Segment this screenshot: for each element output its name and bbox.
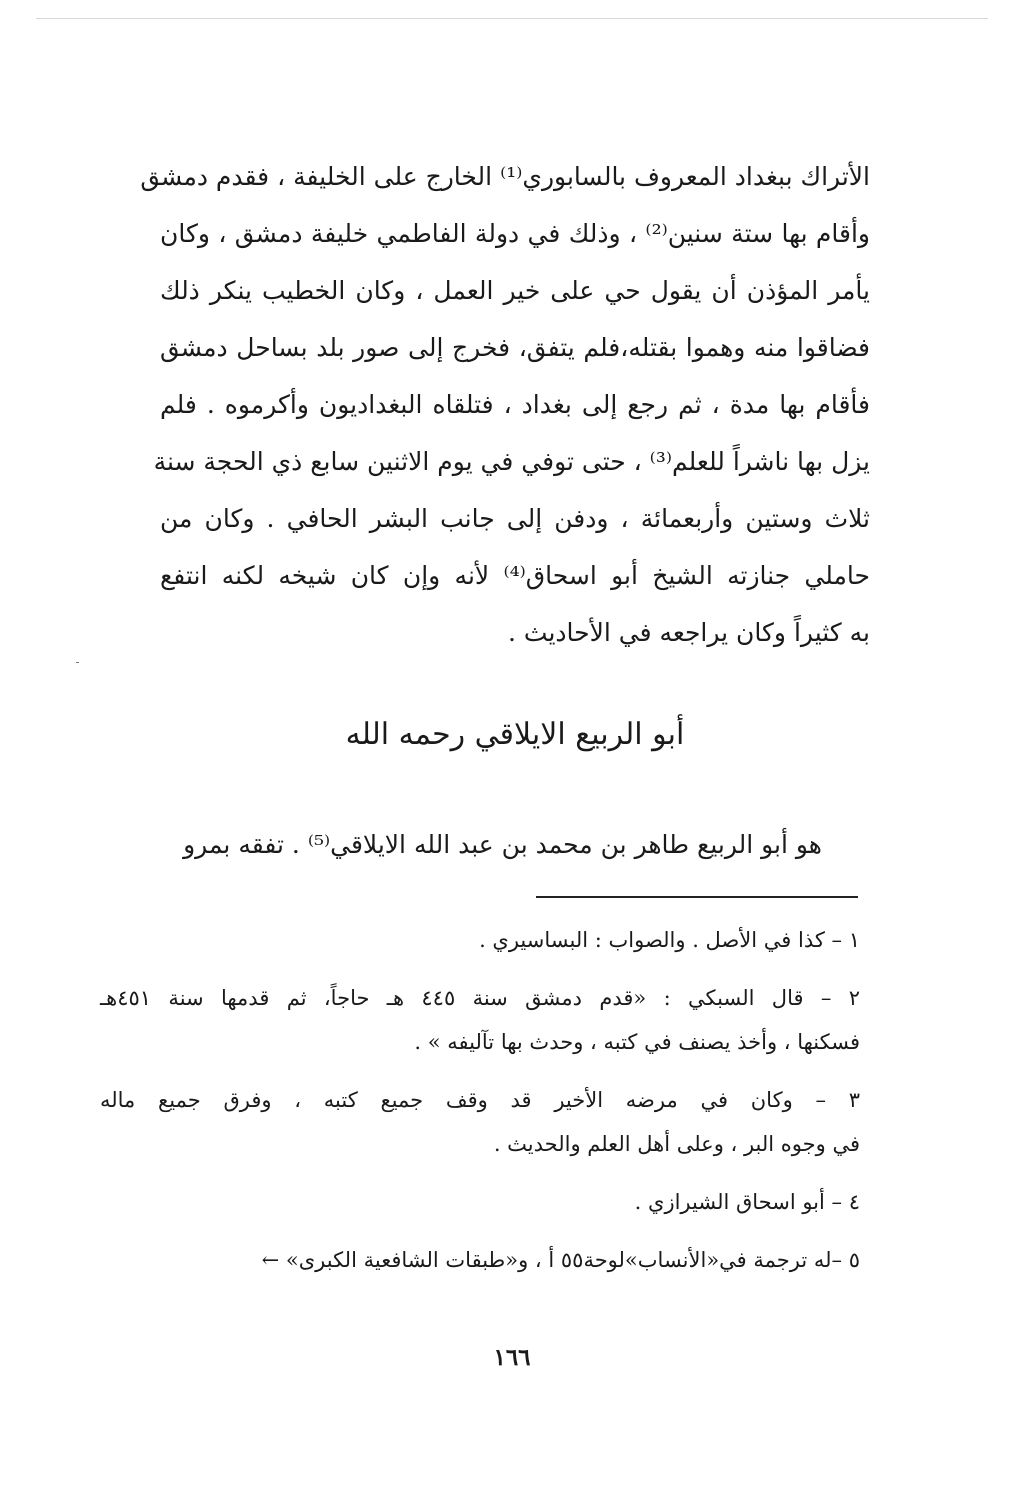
text-line: الأتراك ببغداد المعروف بالسابوري⁽¹⁾ الخارج على الخليفة ، فقدم دمشق [140, 162, 870, 191]
footnote-line: ١ – كذا في الأصل . والصواب : البساسيري . [479, 928, 860, 952]
footnote-separator [536, 896, 858, 898]
text-line: يزل بها ناشراً للعلم⁽³⁾ ، حتى توفي في يوم الاثنين سابع ذي الحجة سنة [153, 447, 870, 476]
section-title: أبو الربيع الايلاقي رحمه الله [345, 717, 685, 752]
footnote-line: ٣ – وكان في مرضه الأخير قد وقف جميع كتبه ، وفرق جميع ماله [100, 1088, 860, 1112]
text-line: فأقام بها مدة ، ثم رجع إلى بغداد ، فتلقاه البغداديون وأكرموه . فلم [160, 390, 870, 419]
page-number: ١٦٦ [493, 1344, 531, 1371]
footnotes [100, 918, 860, 1296]
text-line: ثلاث وستين وأربعمائة ، ودفن إلى جانب البشر الحافي . وكان من [160, 504, 870, 533]
text-line: وأقام بها ستة سنين⁽²⁾ ، وذلك في دولة الفاطمي خليفة دمشق ، وكان [160, 219, 870, 248]
footnote-4 [100, 1180, 860, 1224]
footnote-1 [100, 918, 860, 962]
top-rule [36, 18, 988, 19]
text-line: فضاقوا منه وهموا بقتله،فلم يتفق، فخرج إلى صور بلد بساحل دمشق [160, 333, 870, 362]
main-text [140, 148, 871, 661]
footnote-2 [100, 976, 860, 1064]
footnote-3 [100, 1078, 860, 1166]
margin-mark [76, 662, 79, 663]
text-line: يأمر المؤذن أن يقول حي على خير العمل ، وكان الخطيب ينكر ذلك [160, 276, 870, 305]
entry-first-line: هو أبو الربيع طاهر بن محمد بن عبد الله الايلاقي⁽⁵⁾ . تفقه بمرو [183, 830, 822, 859]
footnote-line: فسكنها ، وأخذ يصنف في كتبه ، وحدث بها تآليفه » . [414, 1030, 860, 1054]
footnote-line: ٤ – أبو اسحاق الشيرازي . [634, 1190, 860, 1214]
footnote-line: ٥ –له ترجمة في«الأنساب»لوحة٥٥ أ ، و«طبقات الشافعية الكبرى» ← [261, 1248, 860, 1272]
text-line: به كثيراً وكان يراجعه في الأحاديث . [508, 618, 870, 647]
footnote-line: ٢ – قال السبكي : «قدم دمشق سنة ٤٤٥ هـ حاجاً، ثم قدمها سنة ٤٥١هـ [100, 986, 860, 1010]
footnote-5 [100, 1238, 860, 1282]
footnote-line: في وجوه البر ، وعلى أهل العلم والحديث . [493, 1132, 860, 1156]
text-line: حاملي جنازته الشيخ أبو اسحاق⁽⁴⁾ لأنه وإن كان شيخه لكنه انتفع [160, 561, 871, 590]
